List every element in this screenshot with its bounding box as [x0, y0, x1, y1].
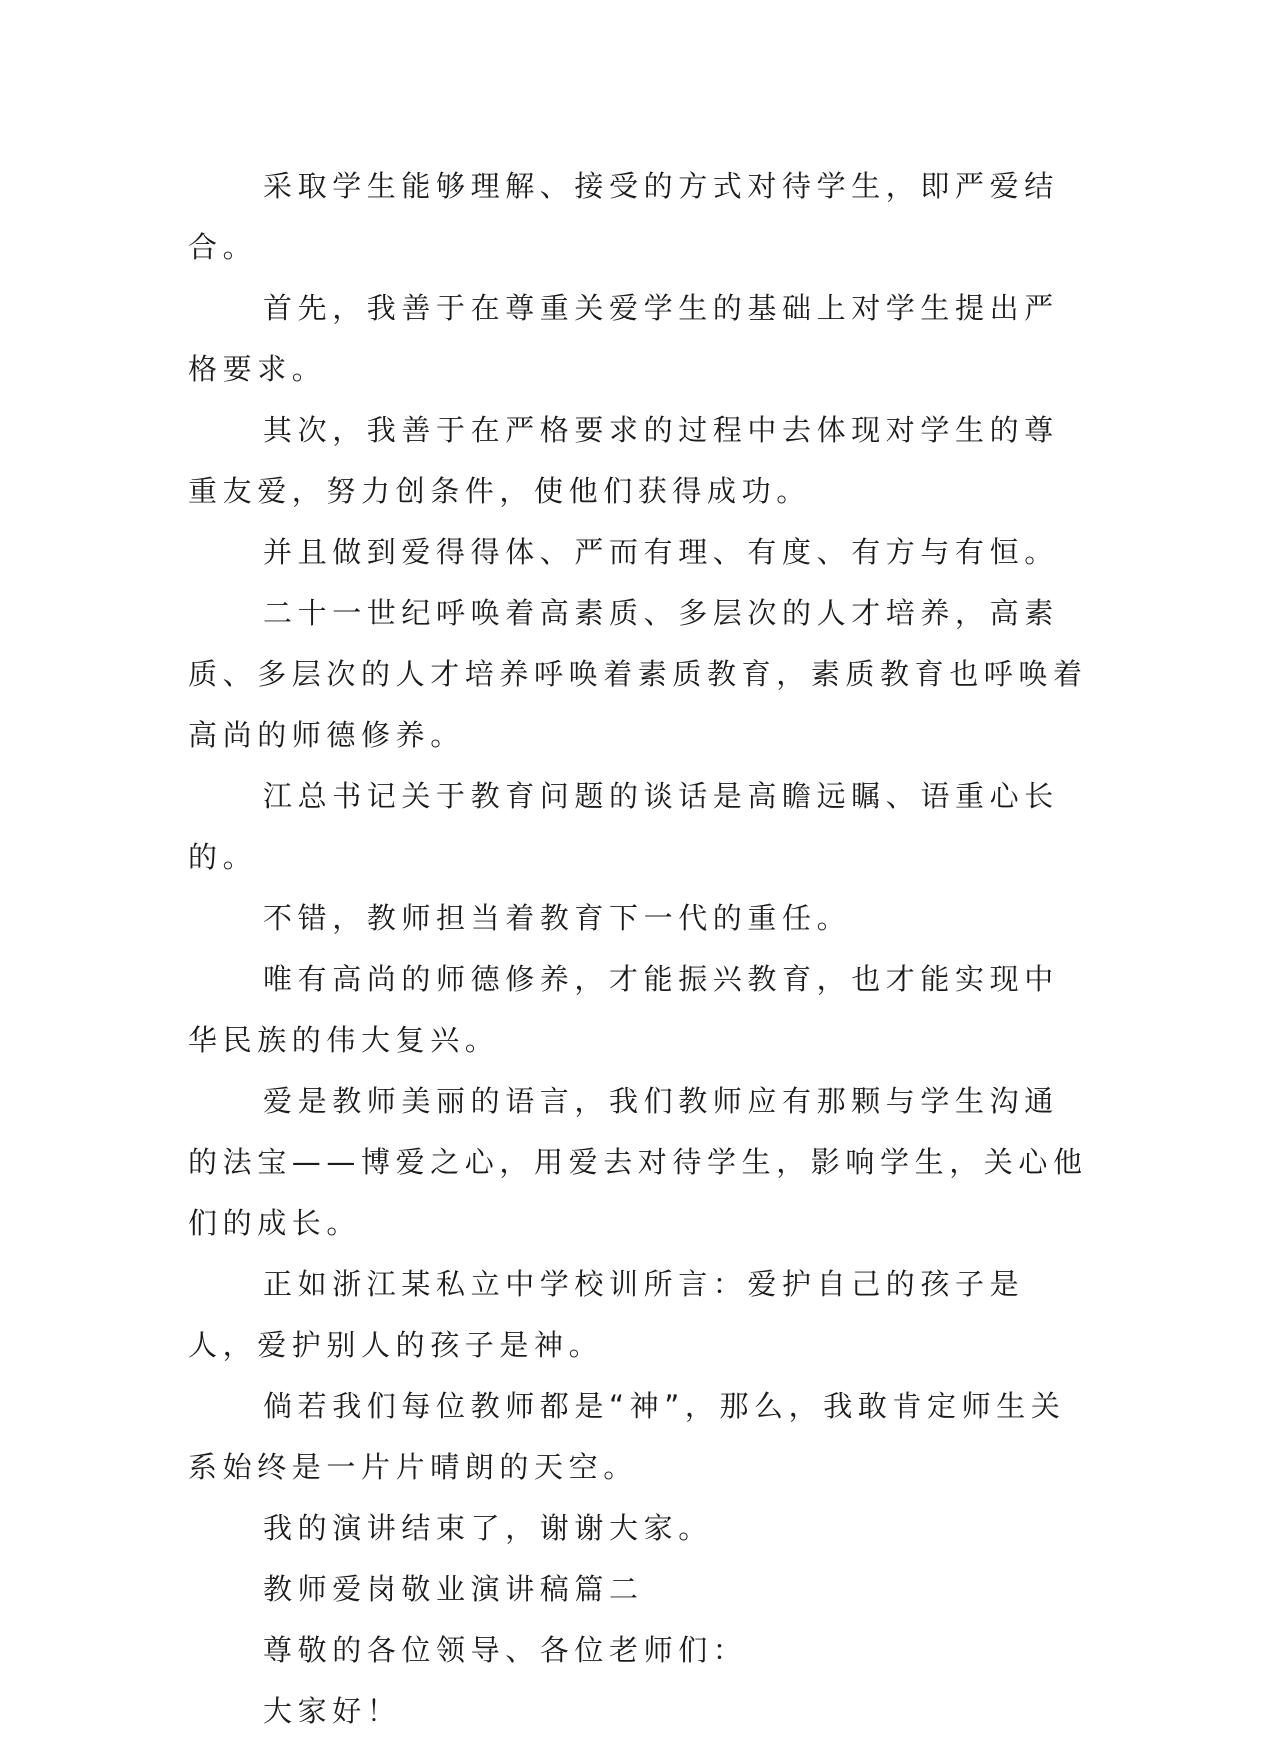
- paragraph-3: 其次，我善于在严格要求的过程中去体现对学生的尊重友爱，努力创条件，使他们获得成功。: [188, 413, 1059, 508]
- paragraph-6: 江总书记关于教育问题的谈话是高瞻远瞩、语重心长的。: [188, 779, 1059, 874]
- paragraph-10: 正如浙江某私立中学校训所言：爱护自己的孩子是人，爱护别人的孩子是神。: [188, 1267, 1025, 1362]
- paragraph-2: 首先，我善于在尊重关爱学生的基础上对学生提出严格要求。: [188, 291, 1059, 386]
- paragraph-5: 二十一世纪呼唤着高素质、多层次的人才培养，高素质、多层次的人才培养呼唤着素质教育，素质教育也呼唤着高尚的师德修养。: [188, 596, 1088, 752]
- paragraph-12: 我的演讲结束了，谢谢大家。: [263, 1511, 713, 1545]
- paragraph-1: 采取学生能够理解、接受的方式对待学生，即严爱结合。: [188, 169, 1059, 264]
- paragraph-4: 并且做到爱得得体、严而有理、有度、有方与有恒。: [263, 535, 1059, 569]
- greeting: 大家好！: [263, 1694, 402, 1728]
- section-heading: 教师爱岗敬业演讲稿篇二: [263, 1572, 644, 1606]
- paragraph-11: 倘若我们每位教师都是“神”，那么，我敢肯定师生关系始终是一片片晴朗的天空。: [188, 1389, 1066, 1484]
- paragraph-8: 唯有高尚的师德修养，才能振兴教育，也才能实现中华民族的伟大复兴。: [188, 962, 1059, 1057]
- document-body: [188, 156, 1088, 1742]
- salutation: 尊敬的各位领导、各位老师们：: [263, 1633, 748, 1667]
- paragraph-7: 不错，教师担当着教育下一代的重任。: [263, 901, 852, 935]
- paragraph-9: 爱是教师美丽的语言，我们教师应有那颗与学生沟通的法宝——博爱之心，用爱去对待学生，影响学生，关心他们的成长。: [188, 1084, 1088, 1240]
